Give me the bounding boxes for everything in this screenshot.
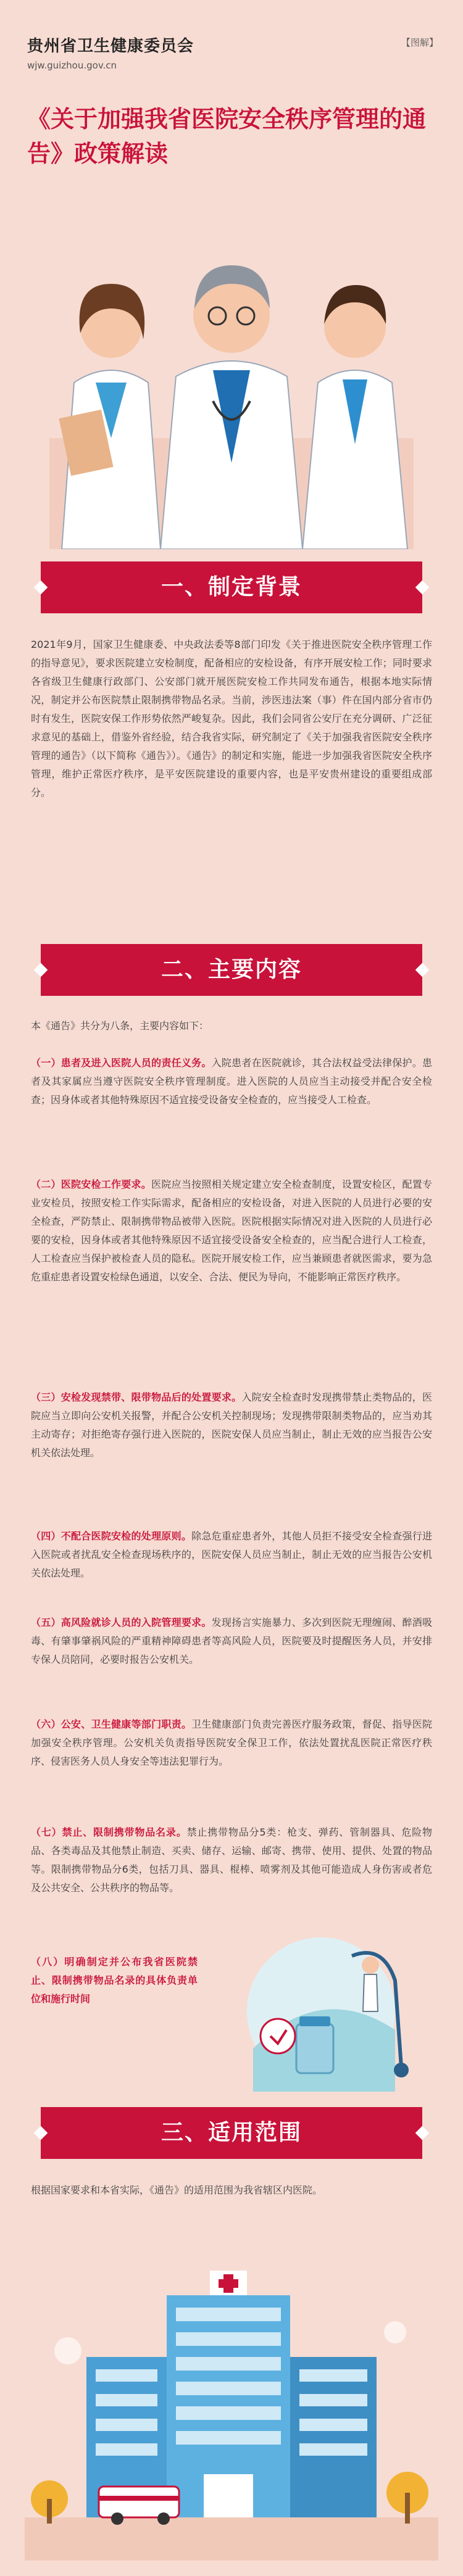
item-3-text: 入院安全检查时发现携带禁止类物品的，医院应当立即向公安机关报警，并配合公安机关控制现场；发现携带限制类物品的，应当劝其主动寄存；对拒绝寄存强行进入医院的，医院安保人员应当制止，制止无效的应当报告公安机关依法处理。: [31, 1391, 432, 1459]
young-doctor-figure: [302, 285, 407, 549]
section-heading-content: 二、主要内容: [41, 944, 422, 996]
item-7-text: 禁止携带物品分5类：枪支、弹药、管制器具、危险物品、各类毒品及其他禁止制造、买卖、储存、运输、邮寄、携带、使用、提供、处置的物品等。限制携带物品分6类，包括刀具、器具、棍棒、喷雾剂及其他可能造成人身伤害或者危及公共安全、公共秩序的物品等。: [31, 1826, 432, 1894]
item-6-text: 卫生健康部门负责完善医疗服务政策，督促、指导医院加强安全秩序管理。公安机关负责指导医院安全保卫工作，依法处置扰乱医院正常医疗秩序、侵害医务人员人身安全等违法犯罪行为。: [31, 1718, 432, 1767]
item-8-lead: （八）明确制定并公布我省医院禁止、限制携带物品名录的具体负责单位和施行时间: [31, 1956, 198, 2005]
item-4-lead: （四）不配合医院安检的处理原则。: [31, 1530, 192, 1542]
section-heading-background: 一、制定背景: [41, 561, 422, 613]
item-3: [31, 1388, 432, 1462]
senior-doctor-figure: [161, 265, 302, 549]
org-name: 贵州省卫生健康委员会: [27, 37, 194, 56]
site-url: wjw.guizhou.gov.cn: [27, 60, 117, 71]
item-6-lead: （六）公安、卫生健康等部门职责。: [31, 1718, 192, 1730]
item-1-text: 入院患者在医院就诊，其合法权益受法律保护。患者及其家属应当遵守医院安全秩序管理制度。进入医院的人员应当主动接受并配合安全检查；因身体或者其他特殊原因不适宜接受设备安全检查的，应当接受人工检查。: [31, 1057, 432, 1106]
illustration-tag: 【图解】: [401, 37, 438, 48]
item-3-lead: （三）安检发现禁带、限带物品后的处置要求。: [31, 1391, 242, 1403]
item-7-lead: （七）禁止、限制携带物品名录。: [31, 1826, 187, 1838]
item-8: [31, 1953, 198, 2008]
item-1: [31, 1054, 432, 1109]
item-5-lead: （五）高风险就诊人员的入院管理要求。: [31, 1617, 212, 1628]
scope-paragraph: 根据国家要求和本省实际，《通告》的适用范围为我省辖区内医院。: [31, 2184, 323, 2196]
page-title: 《关于加强我省医院安全秩序管理的通告》政策解读: [27, 106, 427, 167]
item-2-text: 医院应当按照相关规定建立安全检查制度，设置安检区，配置专业安检员，按照安检工作实际需求，配备相应的安检设备，对进入医院的人员进行必要的安全检查，严防禁止、限制携带物品被带入医院。医院根据实际情况对进入医院的人员进行必要的安检，因身体或者其他特殊原因不适宜接受设备安全检查的，应当配合进行人工检查，人工检查应当保护被检查人员的隐私。医院开展安检工作，应当兼顾患者就医需求，要为急危重症患者设置安检绿色通道，以安全、合法、便民为导向，不能影响正常医疗秩序。: [31, 1178, 432, 1283]
item-2-lead: （二）医院安检工作要求。: [31, 1178, 152, 1190]
item-7: [31, 1823, 432, 1897]
section-heading-scope: 三、适用范围: [41, 2107, 422, 2159]
item-1-lead: （一）患者及进入医院人员的责任义务。: [31, 1057, 212, 1069]
item-6: [31, 1715, 432, 1771]
item-5-text: 发现扬言实施暴力、多次到医院无理缠闹、醉酒吸毒、有肇事肇祸风险的严重精神障碍患者等高风险人员，医院要及时提醒医务人员，并安排专保人员陪同，必要时报告公安机关。: [31, 1617, 432, 1665]
item-5: [31, 1613, 432, 1669]
item-4-text: 除急危重症患者外，其他人员拒不接受安全检查强行进入医院或者扰乱安全检查现场秩序的，医院安保人员应当制止，制止无效的应当报告公安机关依法处理。: [31, 1530, 432, 1579]
medical-illustration: [210, 1907, 432, 2092]
header: [27, 33, 194, 71]
item-4: [31, 1527, 432, 1583]
background-paragraph: 2021年9月，国家卫生健康委、中央政法委等8部门印发《关于推进医院安全秩序管理工作的指导意见》，要求医院建立安检制度，配备相应的安检设备，有序开展安检工作；同时要求各省级卫生健康行政部门、公安部门就开展医院安检工作共同发布通告，根据本地实际情况，制定并公布医院禁止限制携带物品名录。当前，涉医违法案（事）件在国内部分省市仍时有发生，医院安保工作形势依然严峻复杂。因此，我们会同省公安厅在充分调研、广泛征求意见的基础上，借鉴外省经验，结合我省实际，研究制定了《关于加强我省医院安全秩序管理的通告》（以下简称《通告》）。《通告》的制定和实施，能进一步加强我省医院安全秩序管理，维护正常医疗秩序，是平安医院建设的重要内容，也是平安贵州建设的重要组成部分。: [31, 639, 432, 798]
doctors-illustration: [37, 179, 426, 549]
hospital-illustration: [25, 2234, 438, 2561]
content-intro: 本《通告》共分为八条，主要内容如下：: [31, 1020, 209, 1032]
item-2: [31, 1175, 432, 1286]
female-doctor-figure: [59, 284, 161, 549]
